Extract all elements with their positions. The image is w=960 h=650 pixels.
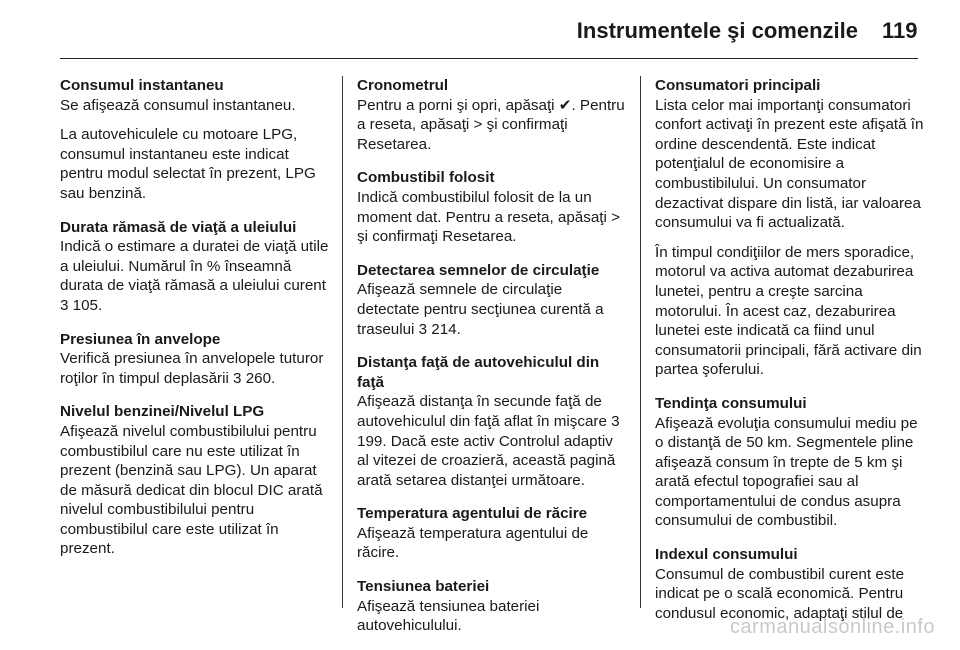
section-paragraph: Indică o estimare a duratei de viaţă utile a uleiului. Numărul în % înseamnă durata de viaţă rămasă a uleiului curent 3 105. <box>60 238 329 314</box>
section-heading: Consumul instantaneu <box>60 77 224 94</box>
section-paragraph: La autovehiculele cu motoare LPG, consumul instantaneu este indicat pentru modul selectat în prezent, LPG sau benzină. <box>60 126 316 202</box>
section-main-consumers <box>655 76 925 380</box>
section-instant-consumption <box>60 76 330 204</box>
section-paragraph: În timpul condiţiilor de mers sporadice, motorul va activa automat dezaburirea lunetei, pentru a creşte sarcina motorului. În acest caz, dezaburirea lunetei este indicată ca fiind unul consumatorii principali, fără activare din partea şoferului. <box>655 243 922 379</box>
column-1 <box>60 76 330 573</box>
section-paragraph: Consumul de combustibil curent este indicat pe o scală economică. Pentru condusul economic, adaptaţi stilul de <box>655 565 905 622</box>
section-heading: Cronometrul <box>357 77 449 94</box>
section-tyre-pressure <box>60 330 330 389</box>
header-title: Instrumentele şi comenzile <box>576 18 858 43</box>
section-paragraph: Lista celor mai importanţi consumatori confort activaţi în prezent este afişată în ordine descendentă. Este indicat potenţialul de economisire a combustibilului. Un consumator dezactivat dispare din listă, iar valoarea consumului va fi actualizată. <box>655 96 924 232</box>
section-heading: Indexul consumului <box>655 546 798 564</box>
section-heading: Combustibil folosit <box>357 169 495 187</box>
section-oil-life <box>60 218 330 316</box>
section-heading: Detectarea semnelor de circulaţie <box>357 261 600 279</box>
section-heading: Temperatura agentului de răcire <box>357 505 588 523</box>
column-2 <box>357 76 627 650</box>
column-divider <box>640 76 641 608</box>
section-paragraph: Indică combustibilul folosit de la un moment dat. Pentru a reseta, apăsaţi > şi confirmaţi Resetarea. <box>357 188 620 246</box>
section-paragraph: Afişează evoluţia consumului mediu pe o distanţă de 50 km. Segmentele pline afişează consum în trepte de 5 km şi arată efectul topografiei sau al comportamentului de condus asupra consumului de combustibil. <box>655 414 918 530</box>
section-traffic-sign <box>357 261 627 339</box>
section-paragraph: Afişează temperatura agentului de răcire. <box>357 524 589 562</box>
section-heading: Nivelul benzinei/Nivelul LPG <box>60 403 265 421</box>
section-fuel-level <box>60 402 330 559</box>
section-heading: Durata rămasă de viaţă a uleiului <box>60 218 297 236</box>
section-fuel-used <box>357 168 627 246</box>
section-paragraph: Pentru a porni şi opri, apăsaţi ✔. Pentru a reseta, apăsaţi > şi confirmaţi Resetarea. <box>357 96 625 153</box>
section-heading: Consumatori principali <box>655 77 821 94</box>
page-number: 119 <box>882 18 918 43</box>
section-consumption-trend <box>655 394 925 531</box>
section-heading: Tendinţa consumului <box>655 394 807 412</box>
watermark: carmanualsonline.info <box>729 616 935 638</box>
section-heading: Tensiunea bateriei <box>357 578 490 596</box>
section-coolant-temperature <box>357 504 627 563</box>
column-3 <box>655 76 925 637</box>
section-paragraph: Afişează nivelul combustibilului pentru combustibilul care nu este utilizat în prezent (benzină sau LPG). Un aparat de măsură dedicat din blocul DIC arată nivelul combustibilului pentru combustibilul care este utilizat în prezent. <box>60 422 323 558</box>
section-paragraph: Se afişează consumul instantaneu. <box>60 96 296 114</box>
section-stopwatch <box>357 76 627 154</box>
header-rule <box>60 58 918 59</box>
section-paragraph: Afişează semnele de circulaţie detectate pentru secţiunea curentă a traseului 3 214. <box>357 281 604 338</box>
section-paragraph: Afişează distanţa în secunde faţă de autovehiculul din faţă aflat în mişcare 3 199. Dacă este activ Controlul adaptiv al vitezei de croazieră, această pagină arată setarea distanţei următoare. <box>357 393 620 489</box>
section-following-distance <box>357 353 627 490</box>
section-paragraph: Afişează tensiunea bateriei autovehiculului. <box>357 597 540 635</box>
section-consumption-index <box>655 545 925 623</box>
section-heading: Presiunea în anvelope <box>60 330 221 348</box>
section-heading: Distanţa faţă de autovehiculul din faţă <box>357 354 600 391</box>
column-divider <box>342 76 343 608</box>
section-paragraph: Verifică presiunea în anvelopele tuturor roţilor în timpul deplasării 3 260. <box>60 350 324 387</box>
